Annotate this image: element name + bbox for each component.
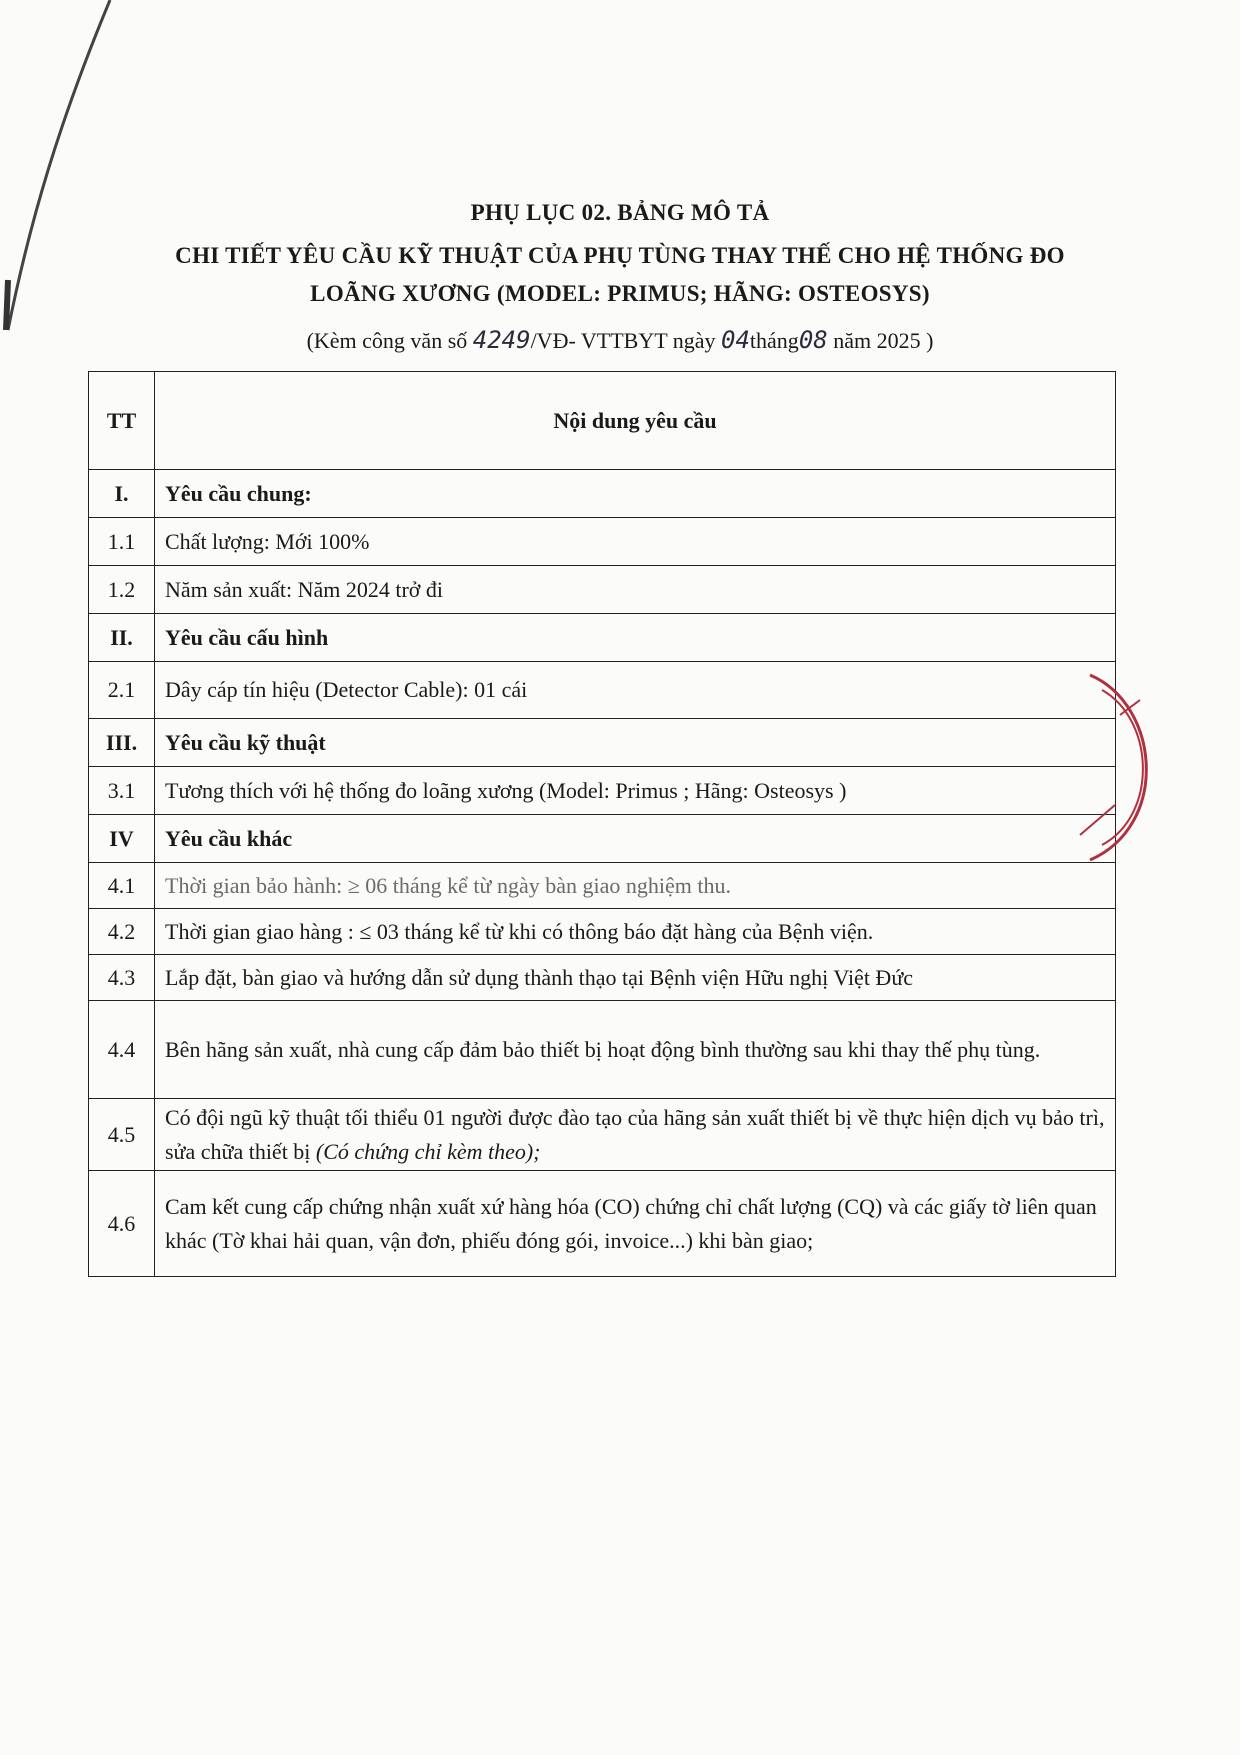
row-number: II. <box>89 614 155 662</box>
row-number: 4.6 <box>89 1171 155 1277</box>
document-title-line-1: CHI TIẾT YÊU CẦU KỸ THUẬT CỦA PHỤ TÙNG THAY THẾ CHO HỆ THỐNG ĐO <box>175 243 1065 268</box>
handwritten-day: 04 <box>721 326 750 354</box>
red-stamp-fragment <box>1060 655 1180 875</box>
handwritten-month: 08 <box>798 326 828 354</box>
row-content-text: Có đội ngũ kỹ thuật tối thiểu 01 người được đào tạo của hãng sản xuất thiết bị về thực hiện dịch vụ bảo trì, sửa chữa thiết bị <box>165 1104 1105 1164</box>
row-number: 4.2 <box>89 909 155 955</box>
table-row <box>89 1099 1116 1171</box>
row-content: Năm sản xuất: Năm 2024 trở đi <box>155 566 1116 614</box>
row-content: Lắp đặt, bàn giao và hướng dẫn sử dụng thành thạo tại Bệnh viện Hữu nghị Việt Đức <box>155 955 1116 1001</box>
section-title: Yêu cầu chung: <box>155 470 1116 518</box>
section-row <box>89 719 1116 767</box>
reference-doc-code: /VĐ- VTTBYT ngày <box>530 328 716 353</box>
section-title: Yêu cầu kỹ thuật <box>155 719 1116 767</box>
section-title: Yêu cầu cấu hình <box>155 614 1116 662</box>
row-number: 3.1 <box>89 767 155 815</box>
row-number: III. <box>89 719 155 767</box>
row-content: Thời gian bảo hành: ≥ 06 tháng kể từ ngày bàn giao nghiệm thu. <box>155 863 1116 909</box>
row-content: Cam kết cung cấp chứng nhận xuất xứ hàng hóa (CO) chứng chỉ chất lượng (CQ) và các giấy tờ liên quan khác (Tờ khai hải quan, vận đơn, phiếu đóng gói, invoice...) khi bàn giao; <box>155 1171 1116 1277</box>
table-header-row <box>89 372 1116 470</box>
table-row <box>89 767 1116 815</box>
row-content: Bên hãng sản xuất, nhà cung cấp đảm bảo thiết bị hoạt động bình thường sau khi thay thế phụ tùng. <box>155 1001 1116 1099</box>
row-content: Tương thích với hệ thống đo loãng xương (Model: Primus ; Hãng: Osteosys ) <box>155 767 1116 815</box>
table-row <box>89 518 1116 566</box>
table-row <box>89 909 1116 955</box>
section-row <box>89 470 1116 518</box>
row-content-italic-note: (Có chứng chỉ kèm theo); <box>315 1138 541 1164</box>
document-title-line-2: LOÃNG XƯƠNG (MODEL: PRIMUS; HÃNG: OSTEOSYS) <box>310 281 930 306</box>
row-number: I. <box>89 470 155 518</box>
table-row <box>89 863 1116 909</box>
row-content: Dây cáp tín hiệu (Detector Cable): 01 cái <box>155 662 1116 719</box>
row-content: Thời gian giao hàng : ≤ 03 tháng kể từ khi có thông báo đặt hàng của Bệnh viện. <box>155 909 1116 955</box>
reference-prefix: (Kèm công văn số <box>306 328 468 353</box>
row-number: 4.3 <box>89 955 155 1001</box>
reference-line <box>0 326 1240 354</box>
row-number: 1.2 <box>89 566 155 614</box>
row-content: Chất lượng: Mới 100% <box>155 518 1116 566</box>
reference-year: năm 2025 ) <box>833 328 934 353</box>
section-title: Yêu cầu khác <box>155 815 1116 863</box>
table-row <box>89 955 1116 1001</box>
appendix-title: PHỤ LỤC 02. BẢNG MÔ TẢ <box>470 200 770 225</box>
reference-month-label: tháng <box>749 328 799 353</box>
row-number: 2.1 <box>89 662 155 719</box>
row-content <box>155 1099 1116 1171</box>
header-tt: TT <box>89 372 155 470</box>
table-row <box>89 662 1116 719</box>
section-row <box>89 614 1116 662</box>
table-row <box>89 1171 1116 1277</box>
section-row <box>89 815 1116 863</box>
row-number: 4.5 <box>89 1099 155 1171</box>
row-number: 1.1 <box>89 518 155 566</box>
header-content: Nội dung yêu cầu <box>155 372 1116 470</box>
row-number: 4.4 <box>89 1001 155 1099</box>
row-number: 4.1 <box>89 863 155 909</box>
row-number: IV <box>89 815 155 863</box>
requirements-table <box>88 371 1116 1277</box>
handwritten-doc-number: 4249 <box>472 326 531 354</box>
table-row <box>89 566 1116 614</box>
table-row <box>89 1001 1116 1099</box>
